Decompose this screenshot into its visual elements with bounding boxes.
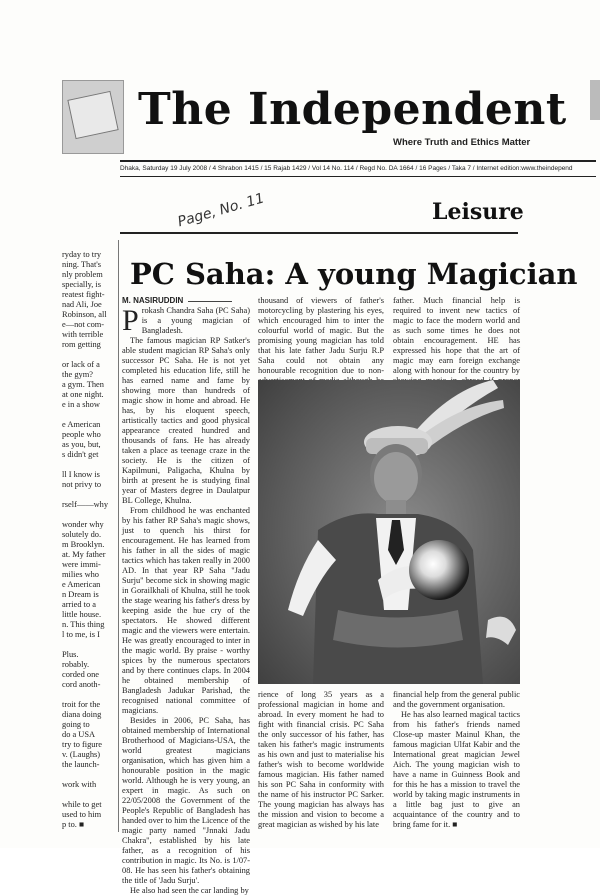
article-paragraph-3: From childhood he was enchanted by his father RP Saha's magic shows, just to quench his thirst for encouragement. He has learned from his father in all the sides of magic tactics which has taken really in 2000 AD. In that year RP Saha "Jadu Surju" become sick in showing magic in Gorailkhali of Khulna, still he took the stage wearing his father's dress by keeping aside the hue cry of the spectators. He showed different magic and the viewers were entertain. He was greatly encouraged to inter in the magic world. By praise - worthy spices by the numerous spectators and by there continues claps. In 2004 he obtained membership of Bangladesh Jadukar Parishad, the recognised national committee of magicians. — [122, 506, 250, 715]
adjacent-article-line: robably. — [62, 660, 90, 669]
adjacent-article-line: people who — [62, 430, 101, 439]
adjacent-article-line: arried to a — [62, 600, 96, 609]
article-headline: PC Saha: A young Magician — [130, 257, 578, 291]
adjacent-article-line: rself——why — [62, 500, 109, 509]
article-column-2-top — [258, 296, 384, 376]
adjacent-article-line: e in a show — [62, 400, 100, 409]
adjacent-article-line: or lack of a — [62, 360, 100, 369]
adjacent-article-line: wonder why — [62, 520, 104, 529]
adjacent-article-line: specially, is — [62, 280, 101, 289]
byline: M. NASIRUDDIN — [122, 296, 184, 305]
adjacent-article-line: corded one — [62, 670, 99, 679]
column-2-top-text: thousand of viewers of father's motorcycling by plastering his eyes, which encouraged him to inter the colourful world of magic. But the promising young magician has told that his late father Jadu Surju R.P Saha could not obtain any honourable recognition due to non- — [258, 296, 384, 375]
adjacent-article-line — [62, 460, 114, 470]
adjacent-article-line — [62, 690, 114, 700]
adjacent-article-line: at. My father — [62, 550, 106, 559]
adjacent-article-line: diana doing — [62, 710, 102, 719]
article-paragraph-2: The famous magician RP Satker's able student magician RP Saha's only successor PC Saha. He is not yet completed his education life, still he has earned name and fame by showing more than hundreds of magic show in home and abroad. He has, by his eloquent speech, artistically tactics and good physical appearance created hundred and thousands of fans. He has already taken a place as teenage craze in the society. He is the citizen of Kapilmuni, Paligacha, Khulna by birth at present he is studying final year of Masters degree in Daulatpur BL College, Khulna. — [122, 336, 250, 505]
adjacent-article-line: do a USA — [62, 730, 96, 739]
section-title: Leisure — [432, 199, 524, 225]
adjacent-article-line: were immi- — [62, 560, 101, 569]
adjacent-article-line: try to figure — [62, 740, 103, 749]
masthead-tagline: Where Truth and Ethics Matter — [393, 137, 531, 148]
article-column-1 — [122, 296, 250, 895]
adjacent-article-line — [62, 790, 114, 800]
adjacent-article-line: ryday to try — [62, 250, 102, 259]
adjacent-article-line: troit for the — [62, 700, 101, 709]
adjacent-article-line: cord anoth- — [62, 680, 101, 689]
adjacent-article-line: n. This thing — [62, 620, 105, 629]
adjacent-article-line: m Brooklyn. — [62, 540, 105, 549]
adjacent-article-line: nly problem — [62, 270, 103, 279]
article-column-3-bottom — [393, 690, 520, 836]
adjacent-article-line: p to. ■ — [62, 820, 85, 829]
adjacent-article-line: while to get — [62, 800, 102, 809]
masthead-title: The Independent — [138, 84, 567, 135]
handwritten-page-number: Page, No. 11 — [176, 190, 267, 231]
adjacent-article-line: at one night. — [62, 390, 104, 399]
adjacent-article-line — [62, 410, 114, 420]
article-column-3-top — [393, 296, 520, 376]
magician-photo — [258, 380, 520, 684]
adjacent-article-line — [62, 350, 114, 360]
article-paragraph-5: He also had seen the car landing by — [130, 886, 249, 895]
adjacent-article-line: little house. — [62, 610, 102, 619]
adjacent-article-line: ning. That's — [62, 260, 102, 269]
adjacent-article-line: milies who — [62, 570, 99, 579]
adjacent-article-line — [62, 640, 114, 650]
adjacent-article-line: going to — [62, 720, 90, 729]
article-column-2-bottom — [258, 690, 384, 836]
adjacent-article-line: nad Ali, Joe — [62, 300, 102, 309]
column-divider — [118, 240, 119, 832]
adjacent-article-line: ll I know is — [62, 470, 100, 479]
adjacent-article-line: solutely do. — [62, 530, 102, 539]
adjacent-article-line: v. (Laughs) — [62, 750, 101, 759]
adjacent-article-line: rom getting — [62, 340, 101, 349]
adjacent-article-line: reatest fight- — [62, 290, 105, 299]
adjacent-article-line: work with — [62, 780, 97, 789]
adjacent-article-line: not privy to — [62, 480, 102, 489]
adjacent-article-line: Robinson, all — [62, 310, 107, 319]
magician-photo-illustration — [258, 380, 520, 684]
adjacent-article-line: e—not com- — [62, 320, 105, 329]
adjacent-article-line — [62, 770, 114, 780]
dateline: Dhaka, Saturday 19 July 2008 / 4 Shrabon 1415 / 15 Rajab 1429 / Vol 14 No. 114 / Regd No. DA 1664 / 16 Pages / Taka 7 / Internet edition:www.theindepend — [120, 165, 573, 172]
byline-rule — [188, 301, 232, 302]
column-3-bottom-text-2: He has also learned magical tactics from his father's friends named Close-up master Mainul Khan, the famous magician Ulfat Kabir and the International great magician Jewel Aich. The young magician wish to have a name in Guinness Book and for this he has a mission to travel the world by taking magic instruments in a little bag just to give an acquaintance of the country and to bring fame for it. ■ — [393, 710, 520, 829]
adjacent-article-line: n Dream is — [62, 590, 99, 599]
drop-cap: P — [122, 304, 139, 337]
article-paragraph-1: rokash Chandra Saha (PC Saha) is a young magician of Bangladesh. — [141, 306, 250, 335]
advert-logo-inner — [67, 91, 118, 139]
column-3-top-text: father. Much financial help is required to invent new tactics of magic to face the modern world and as such some times he does not obtain encouragement. HE has expressed his hope that the art of magic may earn foreign exchange along with honour for the country by — [393, 296, 520, 375]
adjacent-article-line: l to me, is I — [62, 630, 100, 639]
right-edge-advert — [590, 80, 600, 120]
advert-logo — [62, 80, 124, 154]
column-2-bottom-text: rience of long 35 years as a professional magician in home and abroad. In every moment he had to fight with financial crisis. PC Saha the only successor of his father, has taken his father's magic instruments as his own and just to materialise his father's wish to become worldwide famous magician. His father named his son PC Saha in conformity with the name of his instructor PC Sarker. The young magician has always has the mission and vision to become a great magician as wished by his late — [258, 690, 384, 829]
adjacent-article-line: the launch- — [62, 760, 100, 769]
adjacent-article-line: s didn't get — [62, 450, 99, 459]
section-rule — [120, 232, 518, 234]
adjacent-article-line — [62, 510, 114, 520]
adjacent-article-line: as you, but, — [62, 440, 101, 449]
adjacent-article-line: e American — [62, 580, 101, 589]
article-paragraph-4: Besides in 2006, PC Saha, has obtained membership of International Brotherhood of Magicians-USA, the world greatest magicians organisation, which has given him a honourable position in the magic world. Although he is very young, an expert in magic. As such on 22/05/2008 the Government of the People's Republic of Bangladesh has handed over to him the Licence of the magic party named "Jnnaki Jadu Chakra", established by his late father, as a recognition of his contribution in magic. Its No. is 1/07-08. He has seen his father's obtaining the title of 'Jadu Surju'. — [122, 716, 250, 885]
masthead-rule-top — [120, 160, 596, 162]
adjacent-article-line: with terrible — [62, 330, 104, 339]
adjacent-article-line: e American — [62, 420, 101, 429]
adjacent-article-line: Plus. — [62, 650, 79, 659]
adjacent-article-line: a gym. Then — [62, 380, 104, 389]
adjacent-article-column — [62, 250, 114, 830]
masthead-rule-bottom — [120, 176, 596, 177]
adjacent-article-line: the gym? — [62, 370, 93, 379]
column-3-bottom-text-1: financial help from the general public and the government organisation. — [393, 690, 520, 709]
adjacent-article-line: used to him — [62, 810, 102, 819]
adjacent-article-line — [62, 490, 114, 500]
